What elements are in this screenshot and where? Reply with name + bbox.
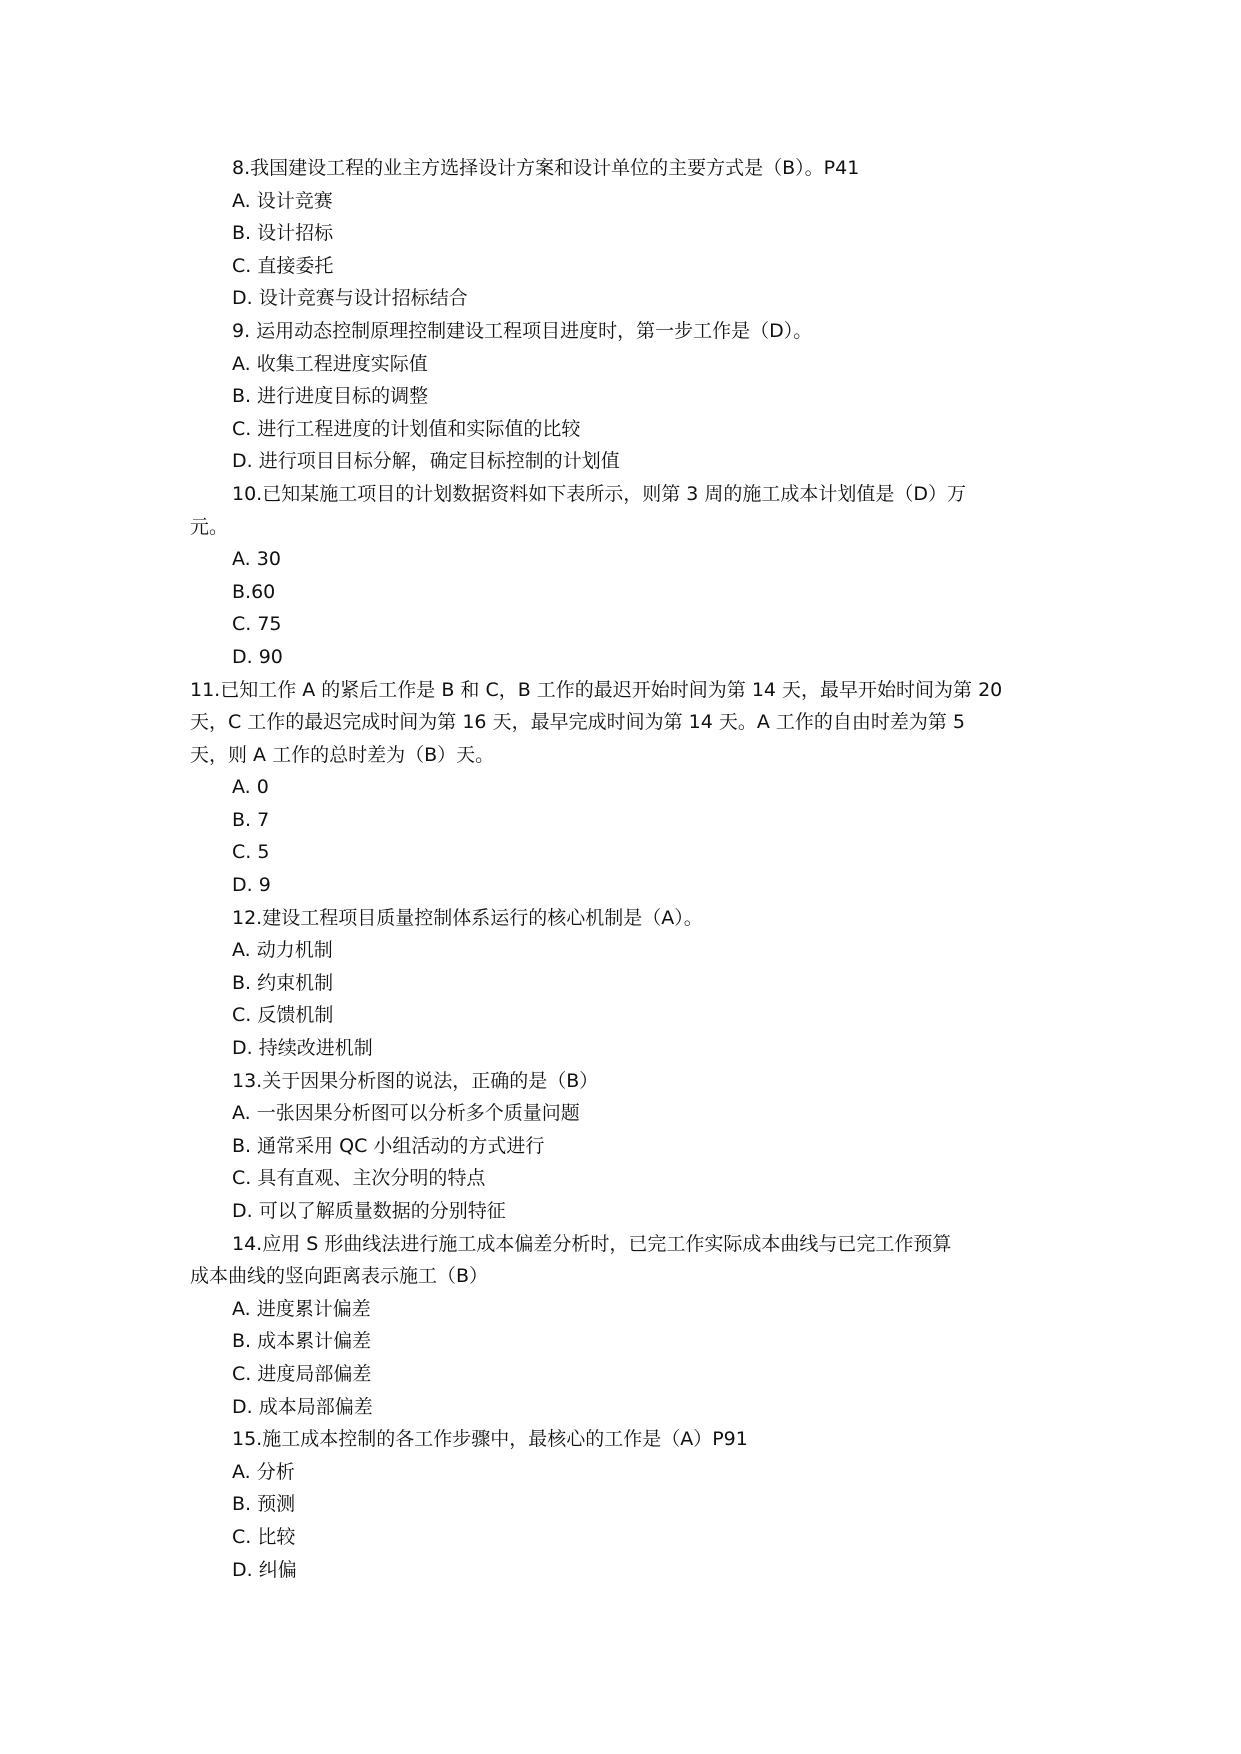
question-14-stem-line-1: 14.应用 S 形曲线法进行施工成本偏差分析时，已完工作实际成本曲线与已完工作预算 xyxy=(232,1232,952,1255)
question-14-option-a: A. 进度累计偏差 xyxy=(232,1297,371,1320)
question-15-option-b: B. 预测 xyxy=(232,1493,296,1516)
question-11-stem-line-1: 11.已知工作 A 的紧后工作是 B 和 C，B 工作的最迟开始时间为第 14 天，最早开始时间为第 20 xyxy=(190,678,1003,701)
question-10-option-d: D. 90 xyxy=(232,645,283,668)
question-14-option-b: B. 成本累计偏差 xyxy=(232,1330,372,1353)
question-12-option-a: A. 动力机制 xyxy=(232,939,333,962)
question-11-stem-line-2: 天，C 工作的最迟完成时间为第 16 天，最早完成时间为第 14 天。A 工作的自由时差为第 5 xyxy=(190,711,965,734)
question-8-option-a: A. 设计竞赛 xyxy=(232,189,333,212)
question-11-option-c: C. 5 xyxy=(232,841,270,864)
question-13-option-d: D. 可以了解质量数据的分别特征 xyxy=(232,1200,506,1222)
question-8-option-d: D. 设计竞赛与设计招标结合 xyxy=(232,287,468,310)
question-8-stem: 8.我国建设工程的业主方选择设计方案和设计单位的主要方式是（B）。P41 xyxy=(232,157,860,179)
question-14-option-d: D. 成本局部偏差 xyxy=(232,1395,373,1418)
question-14-option-c: C. 进度局部偏差 xyxy=(232,1362,372,1385)
question-15-stem: 15.施工成本控制的各工作步骤中，最核心的工作是（A）P91 xyxy=(232,1428,748,1451)
question-11-option-d: D. 9 xyxy=(232,874,271,897)
question-10-stem-line-1: 10.已知某施工项目的计划数据资料如下表所示，则第 3 周的施工成本计划值是（D）万 xyxy=(232,482,967,505)
question-9-stem: 9. 运用动态控制原理控制建设工程项目进度时，第一步工作是（D）。 xyxy=(232,319,813,342)
question-10-option-c: C. 75 xyxy=(232,613,282,636)
question-9-option-a: A. 收集工程进度实际值 xyxy=(232,352,428,375)
question-11-option-b: B. 7 xyxy=(232,808,270,831)
question-13-option-b: B. 通常采用 QC 小组活动的方式进行 xyxy=(232,1134,545,1157)
question-15-option-c: C. 比较 xyxy=(232,1525,296,1548)
question-10-stem-line-2: 元。 xyxy=(190,515,229,538)
question-12-stem: 12.建设工程项目质量控制体系运行的核心机制是（A）。 xyxy=(232,906,703,929)
question-8-option-b: B. 设计招标 xyxy=(232,222,334,245)
question-9-option-b: B. 进行进度目标的调整 xyxy=(232,385,429,408)
question-14-stem-line-2: 成本曲线的竖向距离表示施工（B） xyxy=(190,1265,489,1288)
question-12-option-b: B. 约束机制 xyxy=(232,971,334,994)
question-13-option-a: A. 一张因果分析图可以分析多个质量问题 xyxy=(232,1102,580,1125)
question-9-option-d: D. 进行项目目标分解，确定目标控制的计划值 xyxy=(232,450,620,473)
question-8-option-c: C. 直接委托 xyxy=(232,254,334,277)
question-11-stem-line-3: 天，则 A 工作的总时差为（B）天。 xyxy=(190,743,495,766)
question-9-option-c: C. 进行工程进度的计划值和实际值的比较 xyxy=(232,417,581,440)
question-12-option-d: D. 持续改进机制 xyxy=(232,1037,373,1060)
question-10-option-b: B.60 xyxy=(232,580,276,603)
question-15-option-a: A. 分析 xyxy=(232,1460,295,1483)
question-13-option-c: C. 具有直观、主次分明的特点 xyxy=(232,1167,486,1190)
question-13-stem: 13.关于因果分析图的说法，正确的是（B） xyxy=(232,1069,599,1092)
question-11-option-a: A. 0 xyxy=(232,776,269,799)
question-list xyxy=(190,152,1060,1586)
question-12-option-c: C. 反馈机制 xyxy=(232,1004,334,1027)
question-10-option-a: A. 30 xyxy=(232,548,281,571)
question-15-option-d: D. 纠偏 xyxy=(232,1558,297,1581)
